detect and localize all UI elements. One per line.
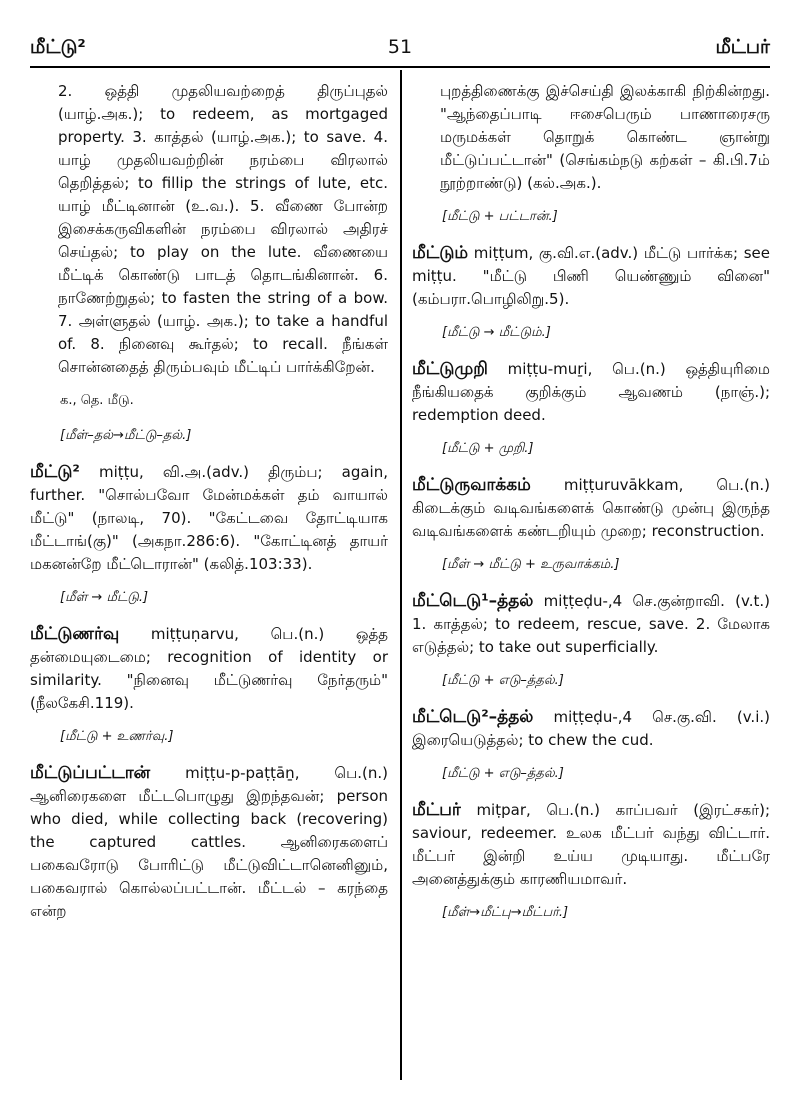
etymology: [மீட்டு + உணர்வு.] [60,729,174,744]
dictionary-entry [412,474,770,543]
header-last-word: மீட்பர் [715,36,770,58]
entry-definition: miṭṭu-p-paṭṭāṉ, பெ.(n.) ஆனிரைகளை மீட்டபொழுது இறந்தவன்; person who died, while collecting back (recovering) the captured cattles. ஆனிரைகளைப் பகைவரோடு போரிட்டு மீட்டுவிட்டானெனினும், பகைவரால் கொல்லப்பட்டான். மீட்டல் – கரந்தை என்ற [30,764,388,920]
entry-definition: miṭṭuṇarvu, பெ.(n.) ஒத்த தன்மையுடைமை; recognition of identity or similarity. "நினைவு மீட்டுணர்வு நேர்தரும்" (நீலகேசி.119). [30,625,388,712]
etymology: [மீள்–தல்→மீட்டு–தல்.] [60,428,192,443]
etymology: [மீட்டு + எடு–த்தல்.] [442,766,564,781]
dictionary-entry [412,590,770,659]
entry-definition: miṭṭuruvākkam, பெ.(n.) கிடைக்கும் வடிவங்களைக் கொண்டு முன்பு இருந்த வடிவங்களைக் கண்டறியும் முறை; reconstruction. [412,476,770,540]
headword: மீட்டுப்பட்டான் [30,763,151,783]
headword: மீட்பர் [412,800,461,820]
entry-definition: miṭṭum, கு.வி.எ.(adv.) மீட்டு பார்க்க; see miṭṭu. "மீட்டு பிணி யெண்ணும் வினை" (கம்பரா.பொழிலிறு.5). [412,244,770,308]
dictionary-entry [412,242,770,311]
headword: மீட்டுணர்வு [30,624,120,644]
right-column [412,80,770,938]
headword: மீட்டும் [412,243,469,263]
dictionary-entry [412,799,770,891]
cognates: க., தெ. மீடு. [60,393,134,408]
etymology: [மீட்டு + எடு–த்தல்.] [442,673,564,688]
column-divider [400,70,402,1080]
entry-continuation: புறத்திணைக்கு இச்செய்தி இலக்காகி நிற்கின்றது. "ஆந்தைப்பாடி ஈசைபெரும் பாணாரைசரு மருமக்கள் தொறுக் கொண்ட ஞான்று மீட்டுப்பட்டான்" (செங்கம்நடு கற்கள் – கி.பி.7ம் நூற்றாண்டு) (கல்.அக.). [440,82,770,192]
etymology: [மீள் → மீட்டு + உருவாக்கம்.] [442,557,620,572]
dictionary-entry [30,762,388,923]
headword: மீட்டு² [30,462,80,482]
dictionary-entry [412,358,770,427]
etymology: [மீள் → மீட்டு.] [60,590,149,605]
entry-definition: miṭpar, பெ.(n.) காப்பவர் (இரட்சகர்); saviour, redeemer. உலக மீட்பர் வந்து விட்டார். மீட்பர் இன்றி உய்ய முடியாது. மீட்பரே அனைத்துக்கும் காரணியமாவர். [412,801,770,888]
entry-definition: miṭṭeḍu-,4 செ.கு.வி. (v.i.) இரையெடுத்தல்; to chew the cud. [412,708,770,749]
header-first-word: மீட்டு² [30,36,86,58]
headword: மீட்டெடு¹–த்தல் [412,591,534,611]
headword: மீட்டுருவாக்கம் [412,475,531,495]
etymology: [மீள்→மீட்பு→மீட்பர்.] [442,905,569,920]
etymology: [மீட்டு + பட்டான்.] [442,209,558,224]
dictionary-entry [30,623,388,715]
dictionary-entry [30,461,388,576]
dictionary-entry [412,706,770,752]
page-header [30,30,770,68]
etymology: [மீட்டு → மீட்டும்.] [442,325,551,340]
entry-senses: 2. ஒத்தி முதலியவற்றைத் திருப்புதல் (யாழ்.அக.); to redeem, as mortgaged property. 3. காத்தல் (யாழ்.அக.); to save. 4. யாழ் முதலியவற்றின் நரம்பை விரலால் தெறித்தல்; to fillip the strings of lute, etc. யாழ் மீட்டினான் (உ.வ.). 5. வீணை போன்ற இசைக்கருவிகளின் நரம்பை விரலால் அதிரச் செய்தல்; to play on the lute. வீணையை மீட்டிக் கொண்டு பாடத் தொடங்கினான். 6. நாணேற்றுதல்; to fasten the string of a bow. 7. அள்ளுதல் (யாழ். அக.); to take a handful of. 8. நினைவு கூர்தல்; to recall. நீங்கள் சொன்னதைத் திரும்பவும் மீட்டிப் பார்க்கிறேன். [58,82,388,376]
entry-definition: miṭṭeḍu-,4 செ.குன்றாவி. (v.t.) 1. காத்தல்; to redeem, rescue, save. 2. மேலாக எடுத்தல்; to take out superficially. [412,592,770,656]
headword: மீட்டுமுறி [412,359,488,379]
page-number: 51 [387,36,413,58]
entry-definition: miṭṭu-muṟi, பெ.(n.) ஒத்தியுரிமை நீங்கியதைக் குறிக்கும் ஆவணம் (நாஞ்.); redemption deed. [412,360,770,424]
etymology: [மீட்டு + முறி.] [442,441,534,456]
headword: மீட்டெடு²–த்தல் [412,707,534,727]
left-column [30,80,388,933]
entry-definition: miṭṭu, வி.அ.(adv.) திரும்ப; again, further. "சொல்பவோ மேன்மக்கள் தம் வாயால் மீட்டு" (நாலடி, 70). "கேட்டவை தோட்டியாக மீட்டாங்(கு)" (அகநா.286:6). "கோட்டினத் தாயர் மகனன்றே மீட்டொரான்" (கலித்.103:33). [30,463,388,573]
